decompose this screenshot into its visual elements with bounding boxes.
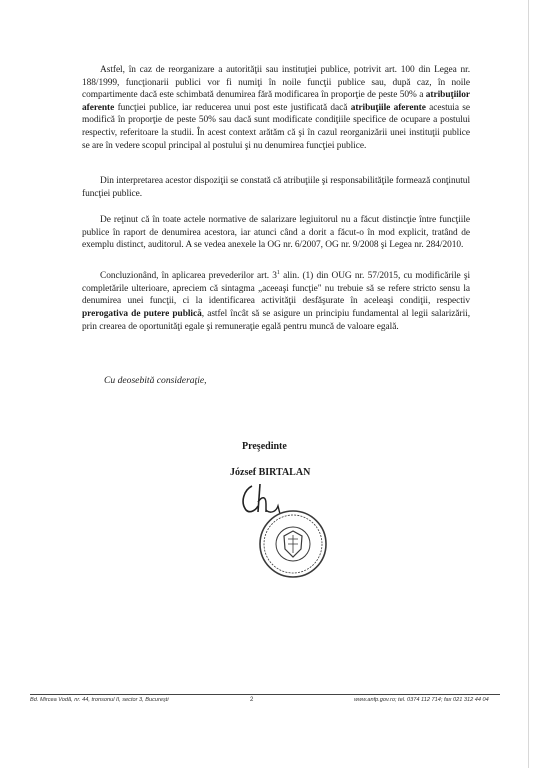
signatory-title: Preşedinte [242,441,287,452]
page-number: 2 [250,697,254,703]
paragraph-normative-acts: De reţinut că în toate actele normative de salarizare legiuitorul nu a făcut distincţie între funcţiile publice în raport de denumirea acestora, iar atunci când a dorit a făcut-o în mod explicit, tratând de exemplu distinct, auditorul. A se vedea anexele la OG nr. 6/2007, OG nr. 9/2008 şi Legea nr. 284/2010. [82,215,470,251]
paragraph-conclusion: Concluzionând, în aplicarea prevederilor art. $3^1$ alin. (1) din OUG nr. 57/2015, cu modificările şi completările ulterioare, apreciem că sintagma „aceeaşi funcţie" nu trebuie să se refere stricto sensu la denumirea unei funcţii, ci la identificarea activităţii desfăşurate în aceleaşi condiţii, respectiv prerogativa de putere publică, astfel încât să se asigure un principiu fundamental al legii salarizării, prin crearea de oportunităţi egale şi remuneraţie egală pentru muncă de valoare egală. [82,270,470,332]
footer-contact: www.anfp.gov.ro; tel. 0374 112 714; fax 021 312 44 04 [354,697,489,703]
footer-address: Bd. Mircea Vodă, nr. 44, tronsonul II, sector 3, Bucureşti [30,697,169,703]
footer-divider [30,694,500,695]
signatory-name: József BIRTALAN [230,467,311,478]
closing-formula: Cu deosebită consideraţie, [104,375,207,386]
paragraph-reorganization: Astfel, în caz de reorganizare a autorităţii sau instituţiei publice, potrivit art. 100 din Legea nr. 188/1999, funcţionarii publici vor fi numiţi în noile funcţii publice sau, după caz, în noile compartimente dacă este schimbată denumirea fără modificarea în proporţie de peste 50% a atribuţiilor aferente funcţiei publice, iar reducerea unui post este justificată dacă atribuţiile aferente acestuia se modifică în proporţie de peste 50% sau dacă sunt modificate condiţiile specifice de ocupare a postului respectiv, referitoare la studii. În acest context arătăm că şi în cazul reorganizării unei instituţii publice se are în vedere scopul principal al postului şi nu denumirea funcţiei publice. [82,65,470,151]
scan-edge [528,0,529,768]
official-stamp-icon [258,509,328,579]
paragraph-interpretation: Din interpretarea acestor dispoziţii se constată că atribuţiile şi responsabilităţile formează conţinutul funcţiei publice. [82,176,470,199]
